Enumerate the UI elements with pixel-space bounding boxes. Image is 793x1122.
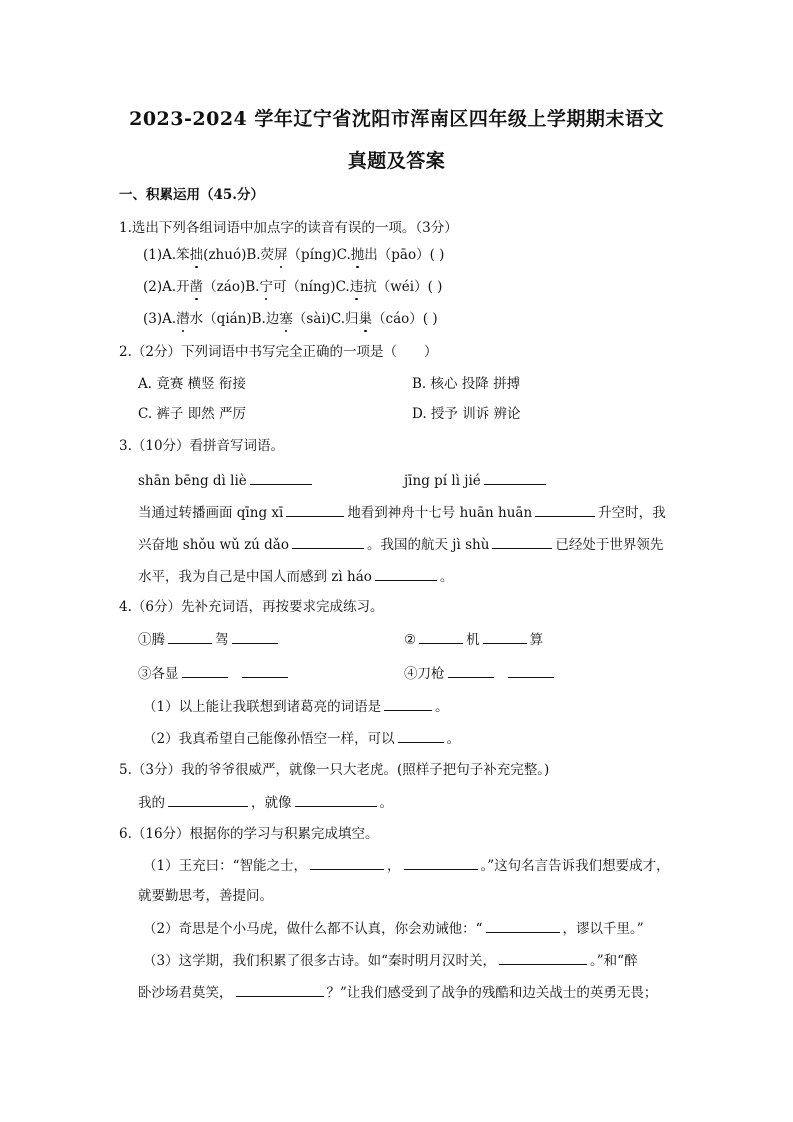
answer-blank[interactable] <box>483 630 527 644</box>
answer-blank[interactable] <box>292 535 364 549</box>
answer-blank[interactable] <box>535 503 595 517</box>
question-1-stem: 1.选出下列各组词语中加点字的读音有误的一项。（3分） <box>119 220 458 236</box>
question-4-word-4: ④刀枪 <box>404 664 557 683</box>
section-heading: 一、积累运用（45.分） <box>119 187 264 203</box>
question-4-sub-1: （1）以上能让我联想到诸葛亮的词语是 。 <box>143 699 449 715</box>
question-2-option-b: B. 核心 投降 拼搏 <box>412 376 521 392</box>
answer-blank[interactable] <box>182 664 228 678</box>
answer-blank[interactable] <box>484 471 546 485</box>
question-3-stem: 3.（10分）看拼音写词语。 <box>119 438 285 454</box>
question-4-word-2: ② 机 算 <box>404 632 544 648</box>
question-4-word-1: ①腾 驾 <box>138 630 281 649</box>
question-3-sentence-2: 兴奋地 shǒu wǔ zú dǎo 。我国的航天 jì shù 已经处于世界领先 <box>138 537 664 553</box>
document-title-line1: 2023-2024 学年辽宁省沈阳市浑南区四年级上学期期末语文 <box>129 108 664 130</box>
answer-blank[interactable] <box>448 664 494 678</box>
question-1-option-row-1: (1)A.笨拙(zhuó)B.荧屏（píng)C.抛出（pāo）( ) <box>143 247 445 263</box>
question-2-stem: 2.（2分）下列词语中书写完全正确的一项是（ ） <box>119 344 438 360</box>
question-6-item-1: （1）王充曰：“智能之士， ， 。”这句名言告诉我们想要成才， <box>143 858 670 874</box>
answer-blank[interactable] <box>310 856 384 870</box>
question-4-sub-2: （2）我真希望自己能像孙悟空一样，可以 。 <box>143 731 461 747</box>
question-4-word-3: ③各显 <box>138 664 291 683</box>
question-2-option-d: D. 授予 训诉 辨论 <box>412 406 521 422</box>
answer-blank[interactable] <box>168 630 212 644</box>
question-6-item-3: （3）这学期，我们积累了很多古诗。如“秦时明月汉时关， 。”和“醉 <box>143 953 638 969</box>
answer-blank[interactable] <box>492 535 552 549</box>
question-1-option-row-3: (3)A.潜水（qián)B.边塞（sài)C.归巢（cáo）( ) <box>143 311 438 327</box>
answer-blank[interactable] <box>295 793 377 807</box>
answer-blank[interactable] <box>384 697 432 711</box>
question-3-sentence-1: 当通过转播画面 qīng xī 地看到神舟十七号 huān huān 升空时，我 <box>138 505 666 521</box>
question-3-pinyin-2: jīng pí lì jié <box>404 471 549 490</box>
answer-blank[interactable] <box>419 630 463 644</box>
answer-blank[interactable] <box>236 983 324 997</box>
question-5-answer: 我的 ，就像 。 <box>138 795 393 811</box>
question-1-option-row-2: (2)A.开凿（záo)B.宁可（níng)C.违抗（wéi）( ) <box>143 279 443 295</box>
answer-blank[interactable] <box>486 919 560 933</box>
answer-blank[interactable] <box>168 793 248 807</box>
question-6-item-3-cont: 卧沙场君莫笑， ？”让我们感受到了战争的残酷和边关战士的英勇无畏； <box>138 985 658 1001</box>
question-4-stem: 4.（6分）先补充词语，再按要求完成练习。 <box>119 599 384 615</box>
answer-blank[interactable] <box>375 567 437 581</box>
answer-blank[interactable] <box>398 729 444 743</box>
answer-blank[interactable] <box>242 664 288 678</box>
answer-blank[interactable] <box>499 951 587 965</box>
answer-blank[interactable] <box>286 503 344 517</box>
question-6-stem: 6.（16分）根据你的学习与积累完成填空。 <box>119 826 379 842</box>
document-title-line2: 真题及答案 <box>347 150 446 172</box>
question-6-item-2: （2）奇思是个小马虎，做什么都不认真，你会劝诫他：“ ，谬以千里。” <box>143 921 644 937</box>
answer-blank[interactable] <box>250 471 312 485</box>
question-2-option-c: C. 裤子 即然 严厉 <box>138 406 247 422</box>
question-2-option-a: A. 竟赛 横竖 衔接 <box>138 376 246 392</box>
question-3-sentence-3: 水平，我为自己是中国人而感到 zì háo 。 <box>138 569 454 585</box>
answer-blank[interactable] <box>508 664 554 678</box>
answer-blank[interactable] <box>232 630 278 644</box>
question-3-pinyin-1: shān bēng dì liè <box>138 471 315 490</box>
answer-blank[interactable] <box>404 856 478 870</box>
question-5-stem: 5.（3分）我的爷爷很威严，就像一只大老虎。(照样子把句子补充完整。) <box>119 762 550 778</box>
question-6-item-1-cont: 就要勤思考，善提问。 <box>138 888 273 904</box>
